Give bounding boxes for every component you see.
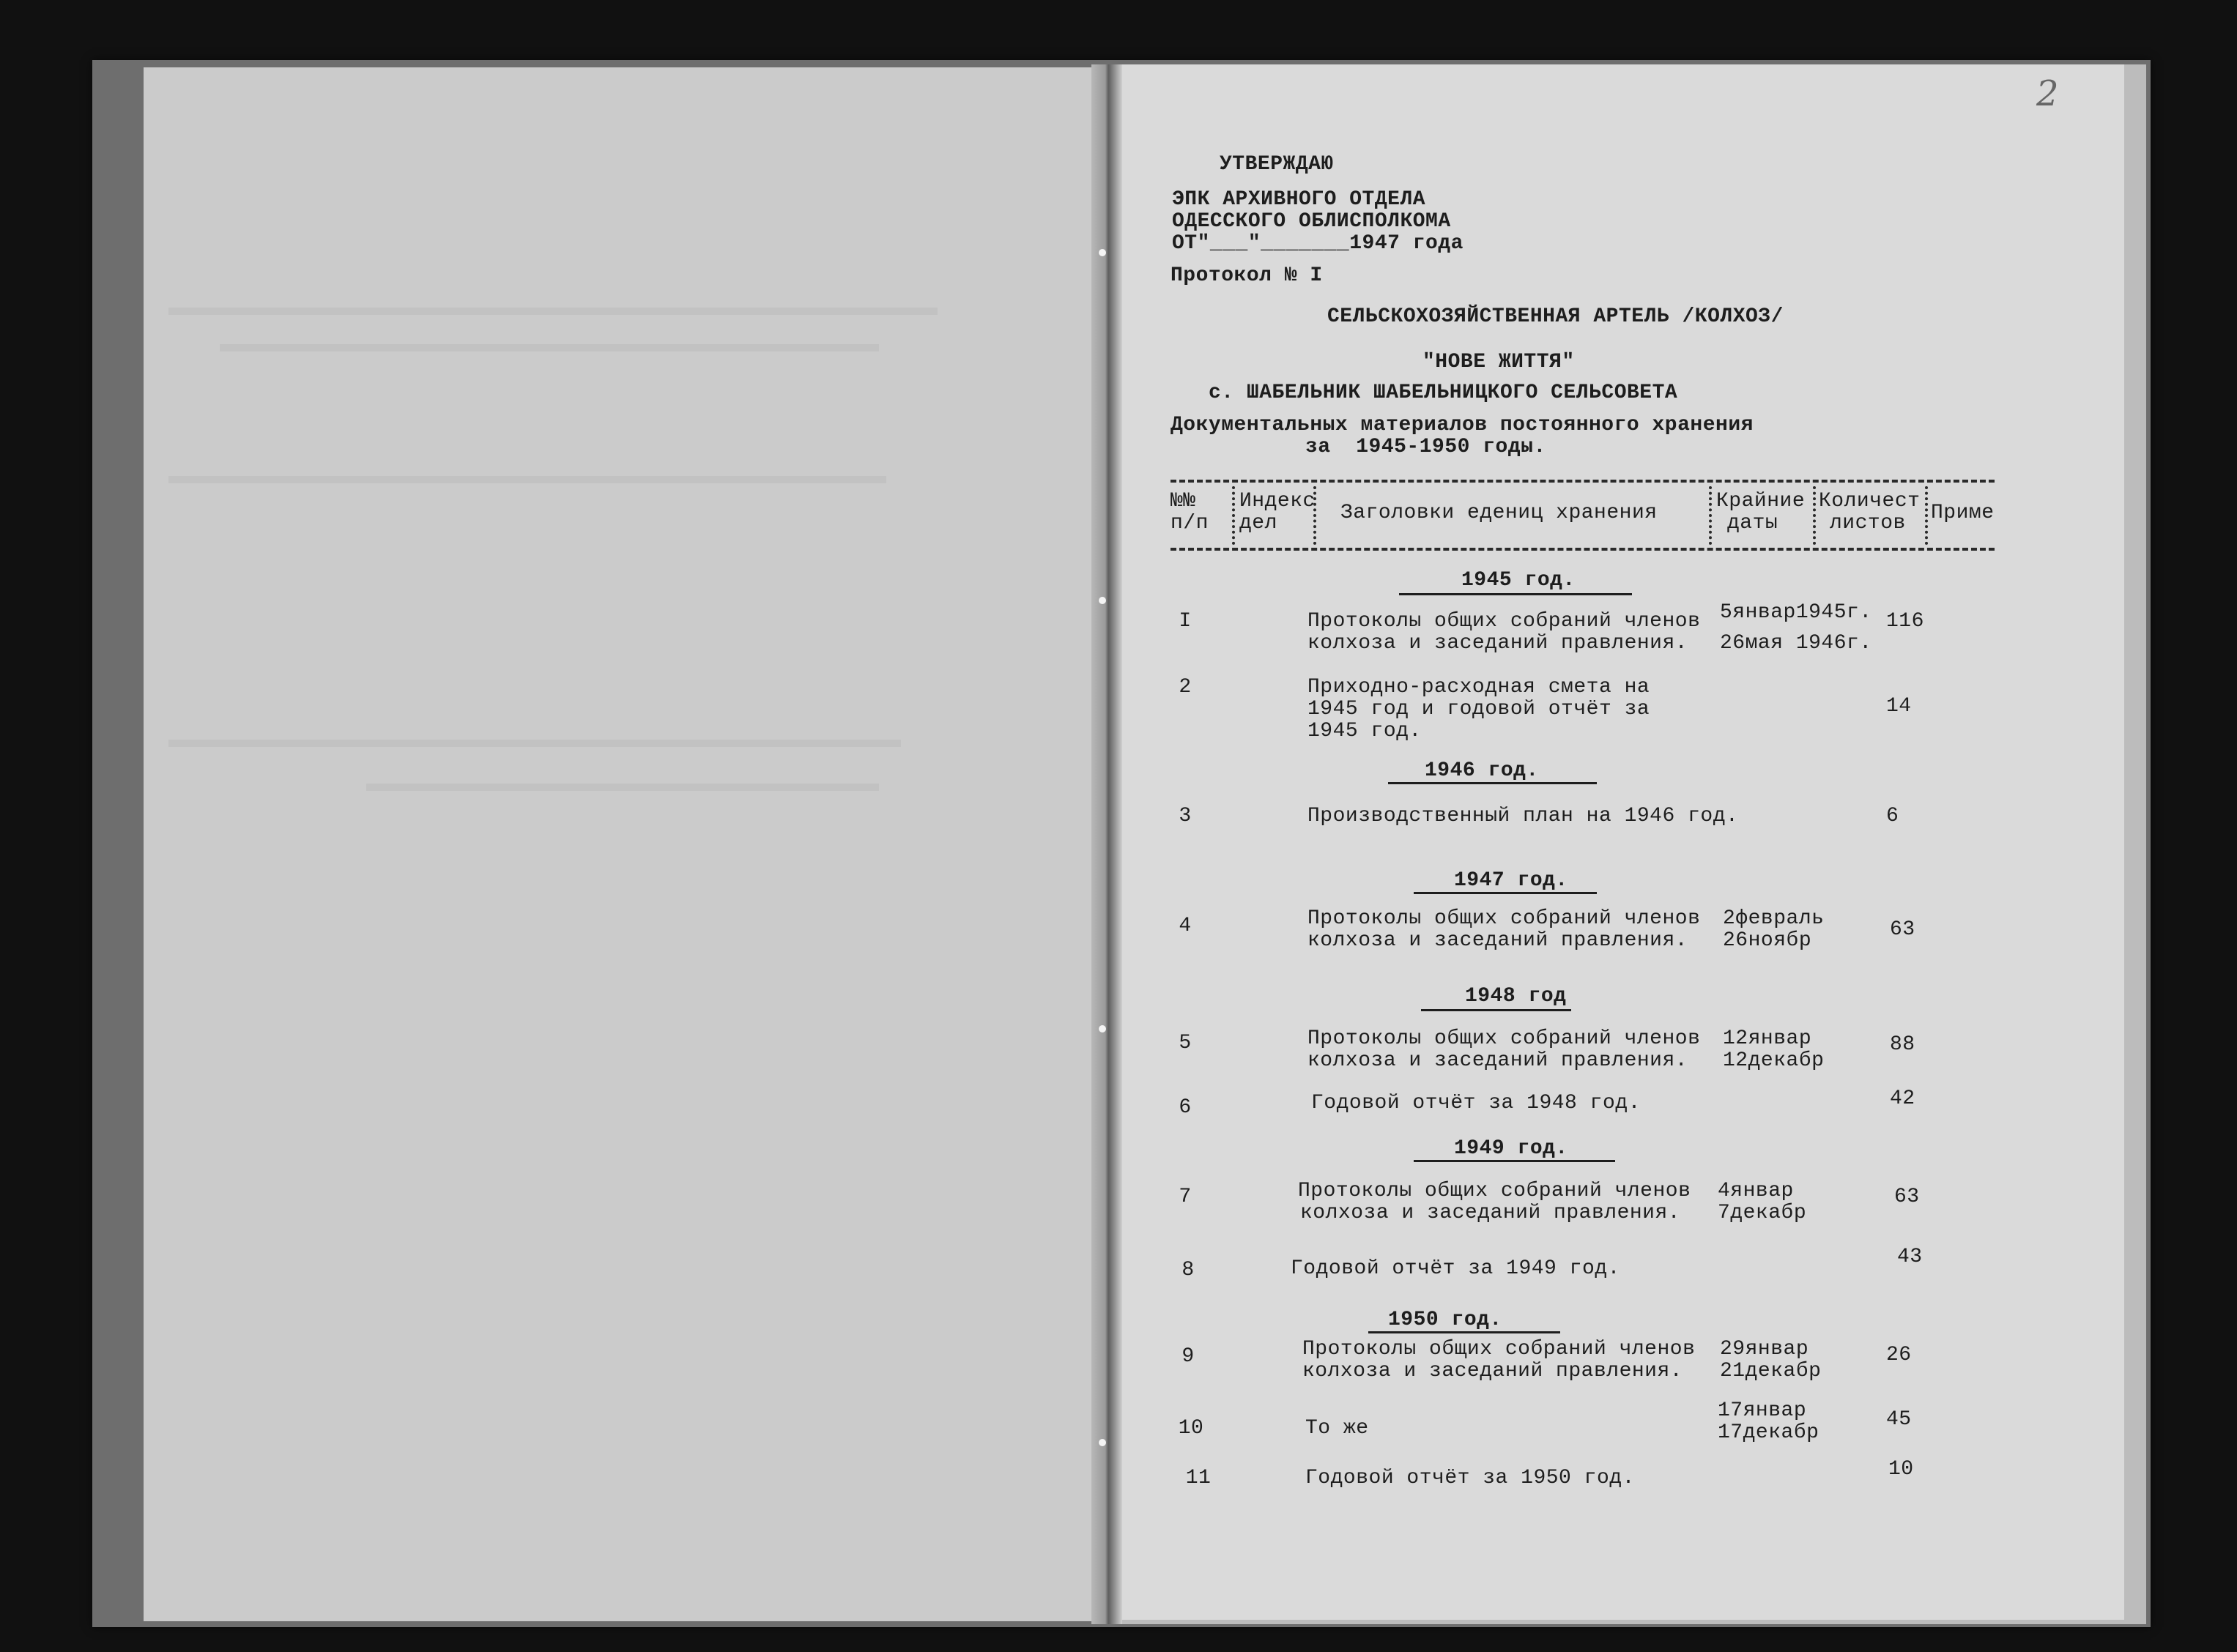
stitch-hole — [1099, 249, 1106, 256]
row-number: I — [1179, 610, 1192, 633]
row-number: 7 — [1179, 1186, 1192, 1208]
bleed-through-mark — [220, 344, 879, 351]
row-title: колхоза и заседаний правления. — [1300, 1202, 1681, 1224]
row-title: колхоза и заседаний правления. — [1307, 1049, 1688, 1072]
row-sheets: 10 — [1888, 1458, 1914, 1481]
year-underline — [1388, 782, 1597, 784]
row-sheets: 14 — [1886, 695, 1912, 718]
header-index: дел — [1239, 512, 1277, 535]
bleed-through-mark — [168, 740, 901, 747]
row-number: 2 — [1179, 676, 1192, 699]
row-sheets: 88 — [1890, 1033, 1915, 1056]
bleed-through-mark — [366, 784, 879, 791]
row-title: 1945 год. — [1307, 720, 1422, 743]
year-heading: 1949 год. — [1454, 1137, 1568, 1160]
stitch-hole — [1099, 1025, 1106, 1032]
row-date-start: 2февраль — [1723, 907, 1825, 930]
stitch-hole — [1099, 597, 1106, 604]
row-sheets: 116 — [1886, 610, 1924, 633]
row-sheets: 45 — [1886, 1408, 1912, 1431]
row-number: 8 — [1181, 1259, 1195, 1281]
row-title: колхоза и заседаний правления. — [1307, 929, 1688, 952]
row-date-start: 4январ — [1718, 1180, 1794, 1202]
row-number: 9 — [1181, 1345, 1195, 1368]
approval-line: ЭПК АРХИВНОГО ОТДЕЛА — [1172, 188, 1426, 211]
row-number: 11 — [1185, 1467, 1212, 1489]
row-title: Протоколы общих собраний членов — [1302, 1338, 1696, 1361]
column-separator — [1813, 486, 1816, 545]
row-number: 4 — [1179, 915, 1192, 937]
column-separator — [1232, 486, 1235, 545]
year-underline — [1421, 1009, 1571, 1011]
header-titles: Заголовки едениц хранения — [1340, 502, 1658, 524]
row-date-end: 26ноябр — [1723, 929, 1812, 952]
row-sheets: 6 — [1886, 805, 1899, 827]
row-date-end: 21декабр — [1720, 1360, 1822, 1383]
bleed-through-mark — [168, 476, 886, 483]
header-sheets: листов — [1830, 512, 1906, 535]
header-dates: даты — [1727, 512, 1778, 535]
row-title: Производственный план на 1946 год. — [1307, 805, 1739, 827]
row-number: 3 — [1179, 805, 1192, 827]
header-dates: Крайние — [1716, 490, 1806, 513]
approval-line: ОДЕССКОГО ОБЛИСПОЛКОМА — [1172, 210, 1451, 233]
row-date-start: 12январ — [1723, 1027, 1812, 1050]
approval-date-line: ОТ"___"_______1947 года — [1172, 232, 1463, 255]
year-underline — [1368, 1331, 1560, 1333]
row-date-end: 12декабр — [1723, 1049, 1825, 1072]
row-date-end: 17декабр — [1718, 1421, 1819, 1444]
year-underline — [1399, 593, 1632, 595]
year-heading: 1950 год. — [1388, 1309, 1502, 1331]
row-title: Годовой отчёт за 1950 год. — [1305, 1467, 1635, 1489]
row-number: 6 — [1179, 1096, 1192, 1119]
row-sheets: 42 — [1890, 1087, 1915, 1110]
document-period: за 1945-1950 годы. — [1305, 436, 1546, 458]
row-title: Протоколы общих собраний членов — [1298, 1180, 1691, 1202]
header-bottom-rule — [1171, 548, 1995, 551]
page-number: 2 — [2036, 73, 2059, 114]
header-number: №№ — [1171, 490, 1196, 513]
row-title: Протоколы общих собраний членов — [1307, 1027, 1701, 1050]
column-separator — [1925, 486, 1928, 545]
row-title: колхоза и заседаний правления. — [1302, 1360, 1683, 1383]
approval-heading: УТВЕРЖДАЮ — [1220, 153, 1334, 176]
row-title: 1945 год и годовой отчёт за — [1307, 698, 1650, 721]
protocol-number: Протокол № I — [1171, 264, 1323, 287]
row-title: То же — [1305, 1417, 1369, 1440]
header-index: Индекс — [1239, 490, 1316, 513]
year-heading: 1947 год. — [1454, 869, 1568, 892]
year-underline — [1414, 892, 1597, 894]
row-date-start: 29январ — [1720, 1338, 1809, 1361]
row-date-end: 26мая 1946г. — [1720, 632, 1872, 655]
bleed-through-mark — [168, 308, 938, 315]
row-date-end: 7декабр — [1718, 1202, 1807, 1224]
row-date-start: 5январ1945г. — [1720, 601, 1872, 624]
row-sheets: 63 — [1890, 918, 1915, 941]
document-subtitle: Документальных материалов постоянного хранения — [1171, 414, 1754, 436]
row-sheets: 26 — [1886, 1344, 1912, 1366]
organization-title: СЕЛЬСКОХОЗЯЙСТВЕННАЯ АРТЕЛЬ /КОЛХОЗ/ — [1327, 305, 1784, 328]
row-number: 5 — [1179, 1032, 1192, 1054]
row-date-start: 17январ — [1718, 1399, 1807, 1422]
document-page — [1115, 64, 2124, 1620]
stitch-hole — [1099, 1439, 1106, 1446]
row-number: 10 — [1178, 1417, 1204, 1440]
row-title: Годовой отчёт за 1948 год. — [1311, 1092, 1641, 1115]
header-number: п/п — [1171, 512, 1209, 535]
left-page-blank — [144, 67, 1109, 1621]
collective-farm-name: "НОВЕ ЖИТТЯ" — [1422, 351, 1575, 373]
header-top-rule — [1171, 480, 1995, 483]
year-heading: 1946 год. — [1425, 759, 1539, 782]
header-note: Приме — [1931, 502, 1995, 524]
column-separator — [1709, 486, 1712, 545]
year-heading: 1945 год. — [1461, 569, 1576, 592]
year-heading: 1948 год — [1465, 985, 1567, 1008]
row-title: Протоколы общих собраний членов — [1307, 907, 1701, 930]
row-title: Приходно-расходная смета на — [1307, 676, 1650, 699]
row-sheets: 63 — [1894, 1186, 1920, 1208]
book-spine — [1091, 64, 1122, 1624]
village-name: с. ШАБЕЛЬНИК ШАБЕЛЬНИЦКОГО СЕЛЬСОВЕТА — [1209, 382, 1678, 404]
row-sheets: 43 — [1897, 1246, 1923, 1268]
row-title: Годовой отчёт за 1949 год. — [1291, 1257, 1620, 1280]
row-title: Протоколы общих собраний членов — [1307, 610, 1701, 633]
header-sheets: Количест — [1819, 490, 1921, 513]
row-title: колхоза и заседаний правления. — [1307, 632, 1688, 655]
year-underline — [1414, 1160, 1615, 1162]
